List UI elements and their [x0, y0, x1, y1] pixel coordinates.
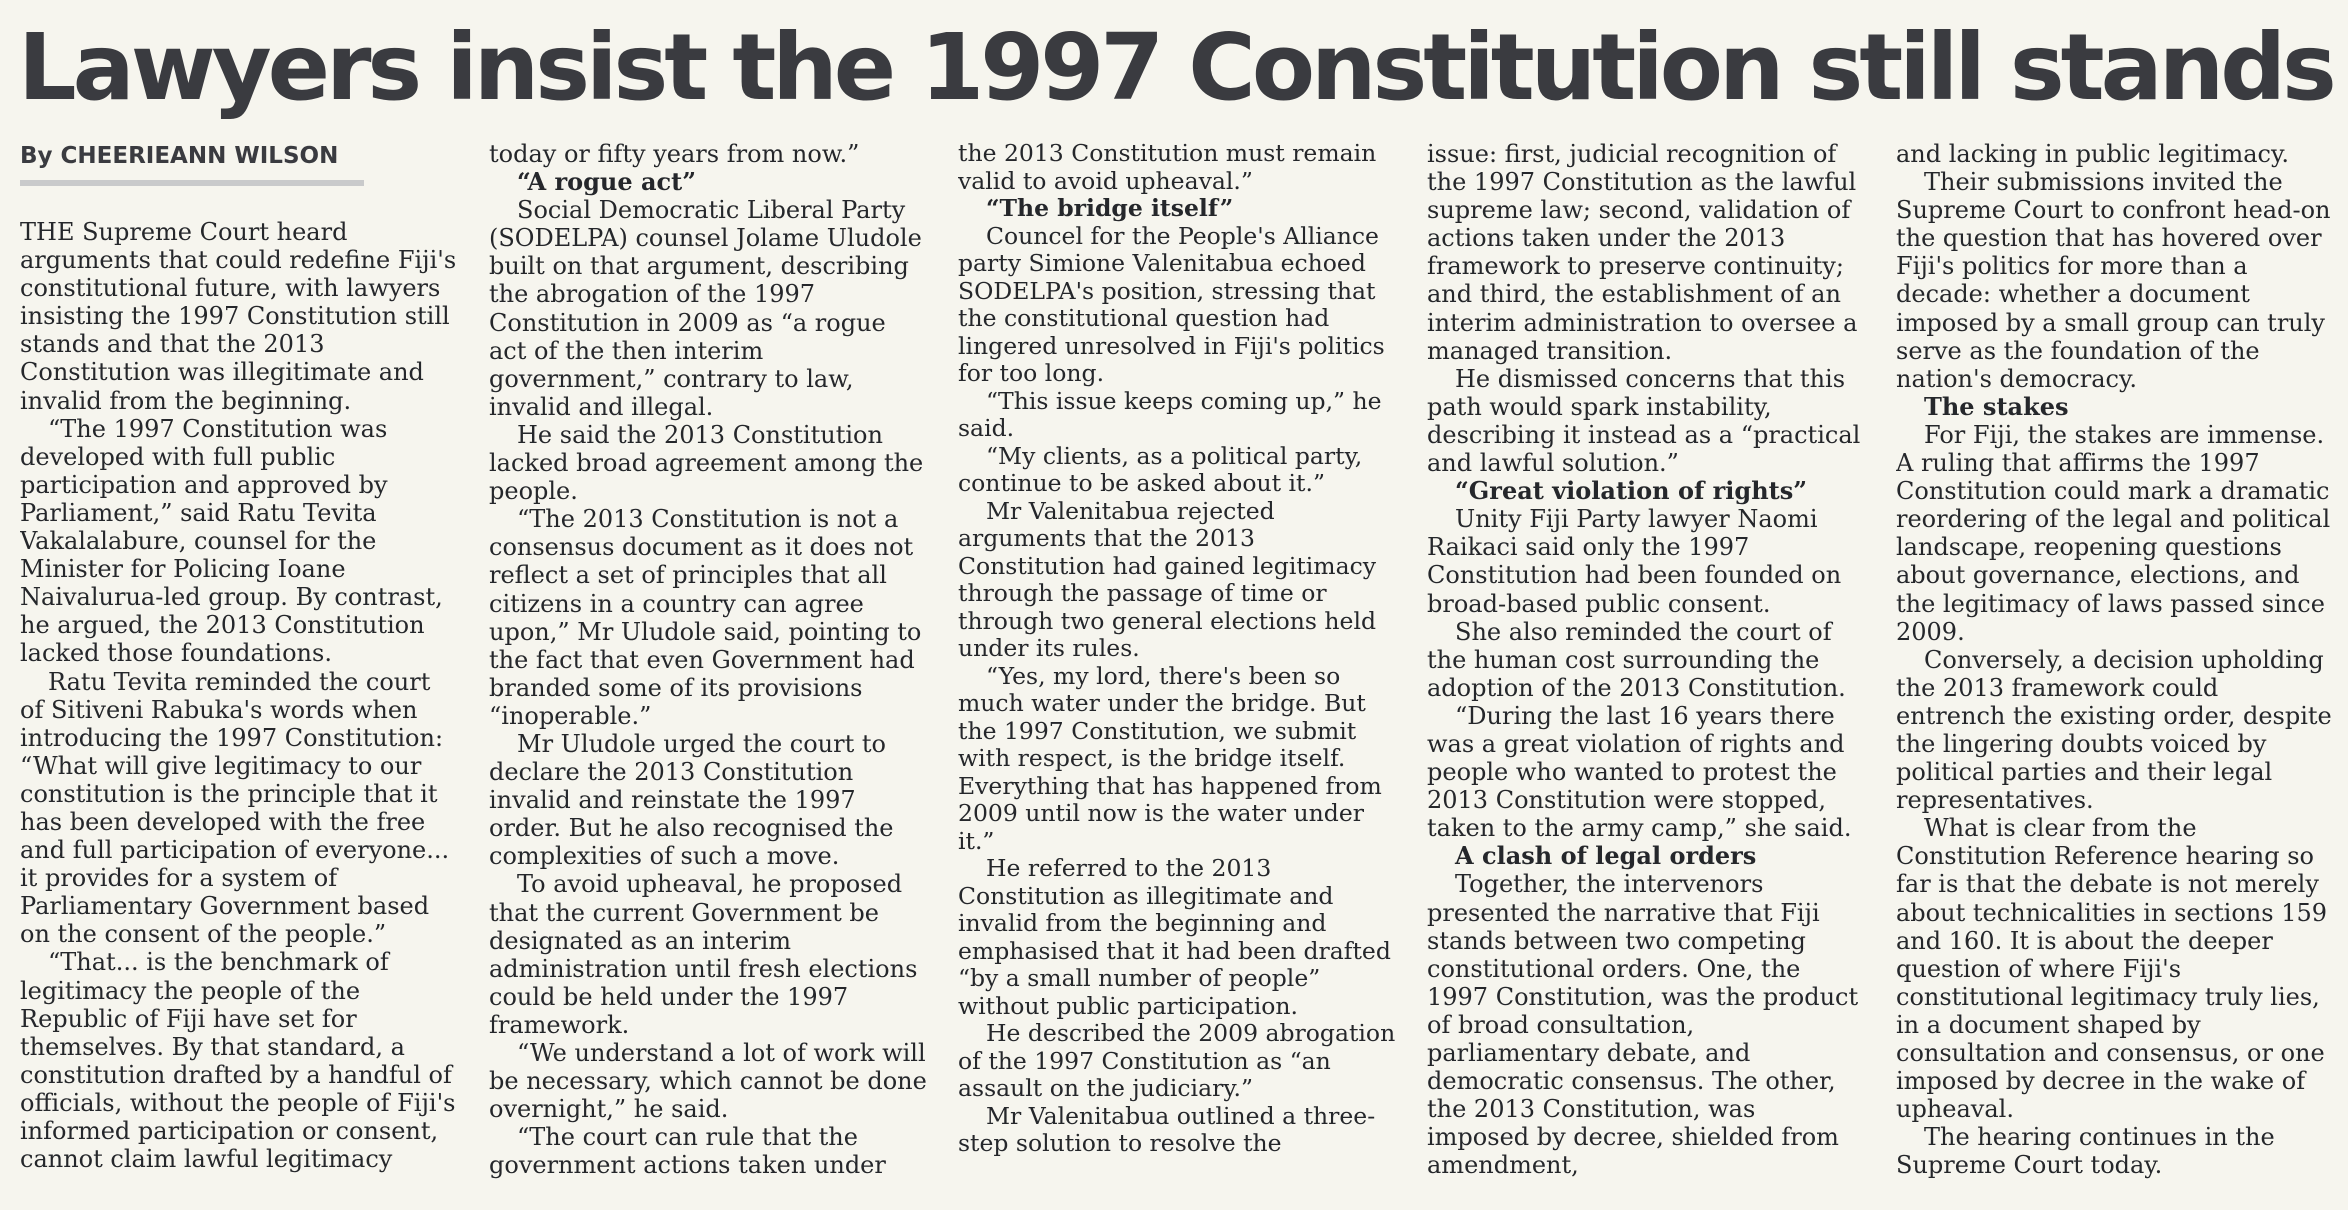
column-4 [1427, 140, 1865, 1179]
paragraph: What is clear from the Constitution Reference hearing so far is that the debate is not merely about technicalities in sections 159 and 160. It is about the deeper question of where Fiji's constitutional legitimacy truly lies, in a document shaped by consultation and consensus, or one imposed by decree in the wake of upheaval. [1896, 814, 2328, 1124]
paragraph: today or fifty years from now.” [489, 140, 860, 168]
subheading: “Great violation of rights” [1455, 476, 1808, 506]
paragraph: The hearing continues in the Supreme Court today. [1896, 1123, 2275, 1180]
paragraph: He dismissed concerns that this path would spark instability, describing it instead as a “practical and lawful solution.” [1427, 364, 1861, 478]
paragraph: “The 2013 Constitution is not a consensus document as it does not reflect a set of principles that all citizens in a country can agree upon,” Mr Uludole said, pointing to the fact that even Government had branded some of its provisions “inoperable.” [489, 505, 922, 730]
paragraph: “Yes, my lord, there's been so much water under the bridge. But the 1997 Constitution, we submit with respect, is the bridge itself. Everything that has happened from 2009 until now is the water under it.” [958, 661, 1382, 855]
paragraph: Mr Uludole urged the court to declare the 2013 Constitution invalid and reinstate the 1997 order. But he also recognised the complexities of such a move. [489, 729, 894, 871]
paragraph: Councel for the People's Alliance party Simione Valenitabua echoed SODELPA's position, stressing that the constitutional question had lingered unresolved in Fiji's politics for too long. [958, 221, 1385, 387]
paragraph: “The 1997 Constitution was developed with full public participation and approved by Parliament,” said Ratu Tevita Vakalalabure, counsel for the Minister for Policing Ioane Naivalurua-led group. By contrast, he argued, the 2013 Constitution lacked those foundations. [20, 414, 443, 668]
paragraph: She also reminded the court of the human cost surrounding the adoption of the 2013 Constitution. [1427, 617, 1846, 702]
subheading: “The bridge itself” [986, 194, 1234, 222]
paragraph: “The court can rule that the government actions taken under [489, 1123, 886, 1180]
paragraph: “My clients, as a political party, continue to be asked about it.” [958, 441, 1363, 497]
column-3 [958, 140, 1396, 1158]
paragraph: and lacking in public legitimacy. [1896, 140, 2289, 168]
paragraph: He referred to the 2013 Constitution as illegitimate and invalid from the beginning and emphasised that it had been drafted “by a small number of people” without public participation. [958, 854, 1391, 1020]
paragraph: Together, the intervenors presented the narrative that Fiji stands between two competing constitutional orders. One, the 1997 Constitution, was the product of broad consultation, parliamentary debate, and democratic consensus. The other, the 2013 Constitution, was imposed by decree, shielded from amendment, [1427, 870, 1859, 1180]
paragraph: “That... is the benchmark of legitimacy the people of the Republic of Fiji have set for themselves. By that standard, a constitution drafted by a handful of officials, without the people of Fiji's informed participation or consent, cannot claim lawful legitimacy [20, 948, 456, 1174]
paragraph: He said the 2013 Constitution lacked broad agreement among the people. [489, 420, 924, 506]
paragraph: Mr Valenitabua outlined a three-step solution to resolve the [958, 1101, 1376, 1157]
paragraph: “We understand a lot of work will be necessary, which cannot be done overnight,” he said. [489, 1039, 927, 1124]
paragraph: Ratu Tevita reminded the court of Sitiveni Rabuka's words when introducing the 1997 Constitution: “What will give legitimacy to our constitution is the principle that it has been developed with the free and full participation of everyone... it provides for a system of Parliamentary Government based on the consent of the people.” [20, 667, 450, 949]
column-1 [20, 140, 458, 1173]
paragraph: Conversely, a decision upholding the 2013 framework could entrench the existing order, despite the lingering doubts voiced by political parties and their legal representatives. [1896, 645, 2332, 815]
paragraph: “This issue keeps coming up,” he said. [958, 386, 1382, 442]
paragraph: To avoid upheaval, he proposed that the current Government be designated as an interim administration until fresh elections could be held under the 1997 framework. [489, 870, 918, 1039]
byline-rule [20, 180, 364, 186]
paragraph: issue: first, judicial recognition of the 1997 Constitution as the lawful supreme law; second, validation of actions taken under the 2013 framework to preserve continuity; and third, the establishment of an interim administration to oversee a managed transition. [1427, 140, 1858, 365]
paragraph: Mr Valenitabua rejected arguments that the 2013 Constitution had gained legitimacy through the passage of time or through two general elections held under its rules. [958, 496, 1377, 662]
paragraph: the 2013 Constitution must remain valid to avoid upheaval.” [958, 140, 1377, 195]
headline: Lawyers insist the 1997 Constitution still stands [18, 14, 2333, 121]
column-5 [1896, 140, 2334, 1179]
paragraph: Their submissions invited the Supreme Court to confront head-on the question that has hovered over Fiji's politics for more than a decade: whether a document imposed by a small group can truly serve as the foundation of the nation's democracy. [1896, 168, 2331, 393]
paragraph: Social Democratic Liberal Party (SODELPA) counsel Jolame Uludole built on that argument, describing the abrogation of the 1997 Constitution in 2009 as “a rogue act of the then interim government,” contrary to law, invalid and illegal. [489, 196, 922, 421]
paragraph: “During the last 16 years there was a great violation of rights and people who wanted to protest the 2013 Constitution were stopped, taken to the army camp,” she said. [1427, 701, 1852, 843]
subheading: “A rogue act” [517, 167, 697, 197]
paragraph: He described the 2009 abrogation of the 1997 Constitution as “an assault on the judiciary.” [958, 1019, 1396, 1102]
subheading: The stakes [1924, 391, 2069, 421]
paragraph: For Fiji, the stakes are immense. A ruling that affirms the 1997 Constitution could mark a dramatic reordering of the legal and political landscape, reopening questions about governance, elections, and the legitimacy of laws passed since 2009. [1896, 420, 2331, 646]
paragraph: Unity Fiji Party lawyer Naomi Raikaci said only the 1997 Constitution had been founded on broad-based public consent. [1427, 505, 1842, 618]
subheading: A clash of legal orders [1455, 841, 1757, 871]
column-2 [489, 140, 927, 1179]
paragraph: THE Supreme Court heard arguments that could redefine Fiji's constitutional future, with lawyers insisting the 1997 Constitution still stands and that the 2013 Constitution was illegitimate and invalid from the beginning. [20, 218, 457, 415]
byline: By CHEERIEANN WILSON [20, 143, 339, 169]
